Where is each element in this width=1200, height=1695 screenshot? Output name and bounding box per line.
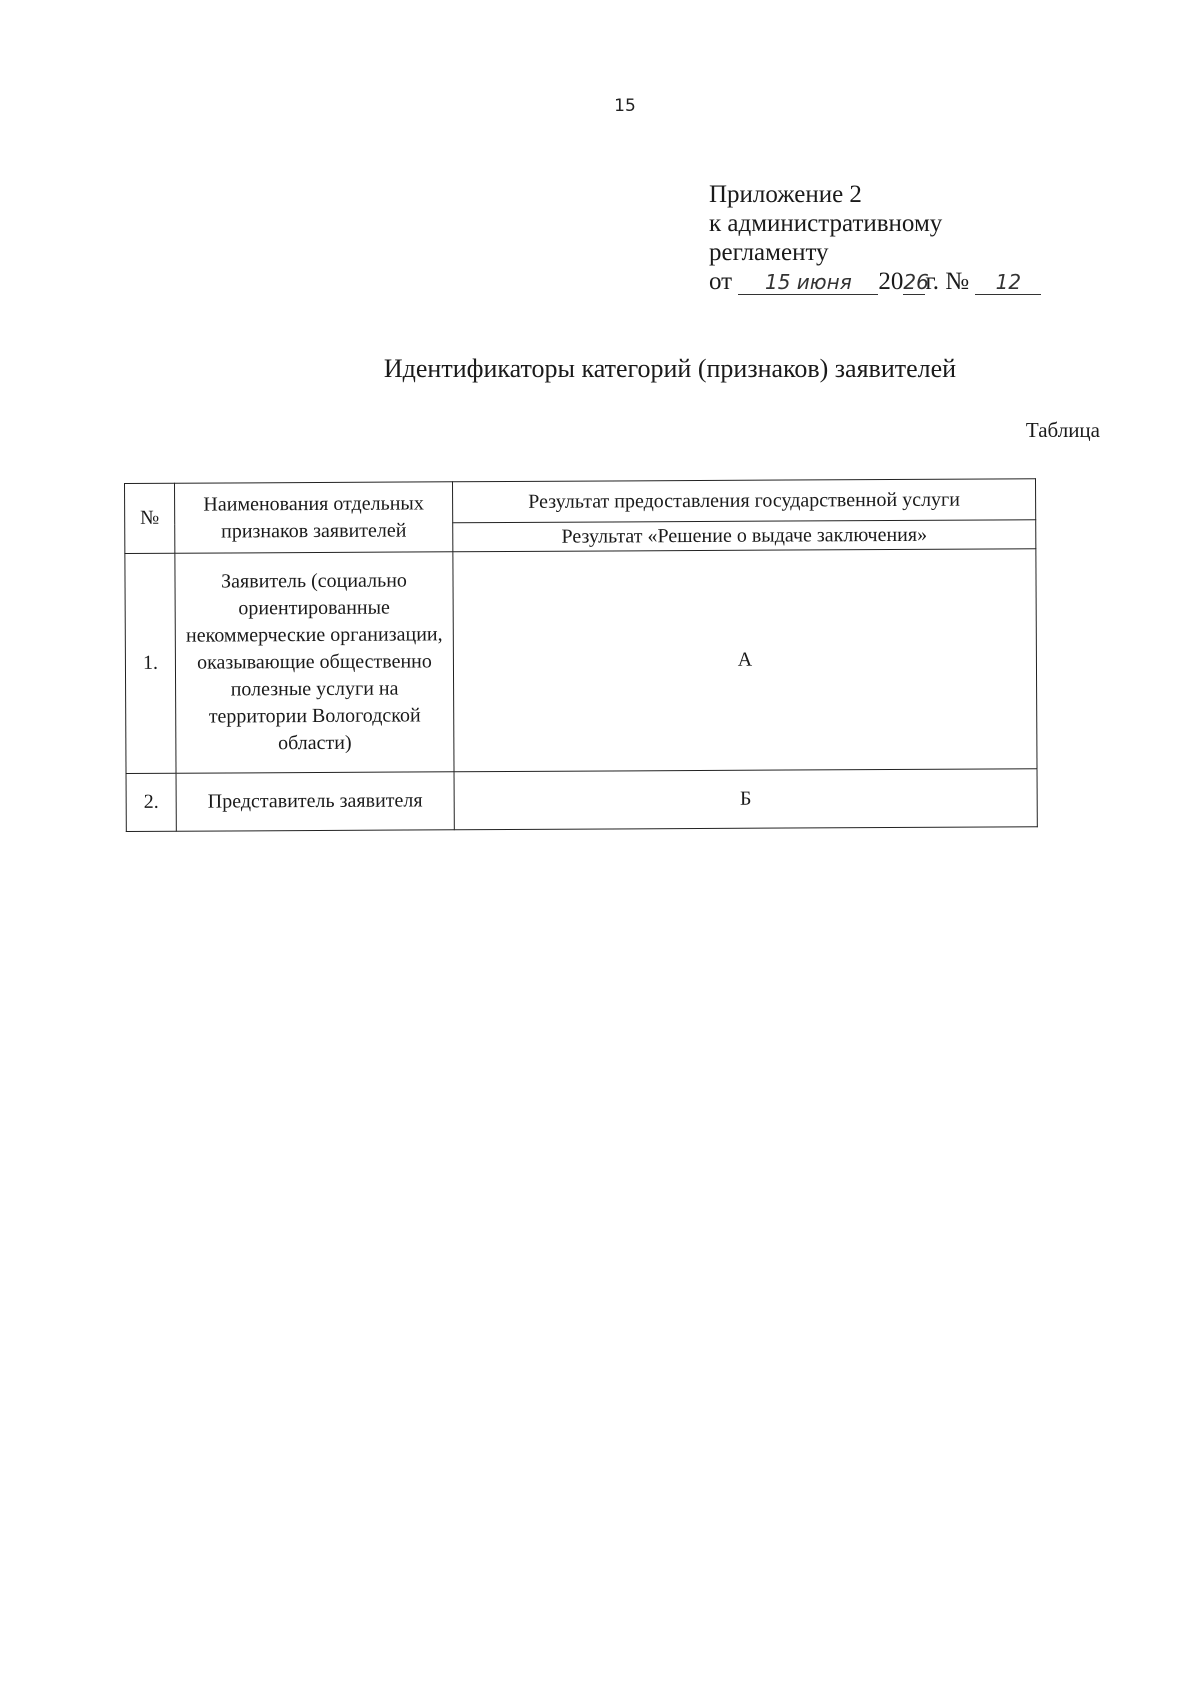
row-result: А [453,549,1037,772]
table-header-row [125,479,1036,525]
row-result: Б [454,769,1037,830]
handwritten-date: 15 июня [738,270,878,295]
page-number: 15 [614,96,636,116]
header-num: № [125,483,175,553]
year-prefix: 20 [878,268,904,295]
header-result-group: Результат предоставления государственной услуги [452,479,1035,523]
table-caption: Таблица [1025,418,1100,442]
appendix-line-2: к административному [709,210,943,237]
table-row [126,769,1037,832]
row-name: Заявитель (социально ориентированные некоммерческие организации, оказывающие общественно полезные услуги на территории Вологодской области) [175,552,454,773]
row-name: Представитель заявителя [176,772,454,831]
row-num: 1. [125,553,176,773]
appendix-line-3: регламенту [709,239,829,266]
document-title: Идентификаторы категорий (признаков) заявителей [383,354,957,383]
appendix-title: Приложение 2 [709,181,862,208]
from-label: от [709,268,733,295]
handwritten-year: 26 [903,270,929,294]
header-name: Наименования отдельных признаков заявителей [175,482,453,553]
header-result-sub: Результат «Решение о выдаче заключения» [453,520,1036,552]
appendix-date-line [709,267,1041,296]
handwritten-number: 12 [975,270,1041,295]
row-num: 2. [126,773,176,831]
year-suffix: г. № [925,268,970,295]
applicant-categories-table [124,478,1038,832]
appendix-block [709,180,1041,296]
table-row [125,549,1037,774]
